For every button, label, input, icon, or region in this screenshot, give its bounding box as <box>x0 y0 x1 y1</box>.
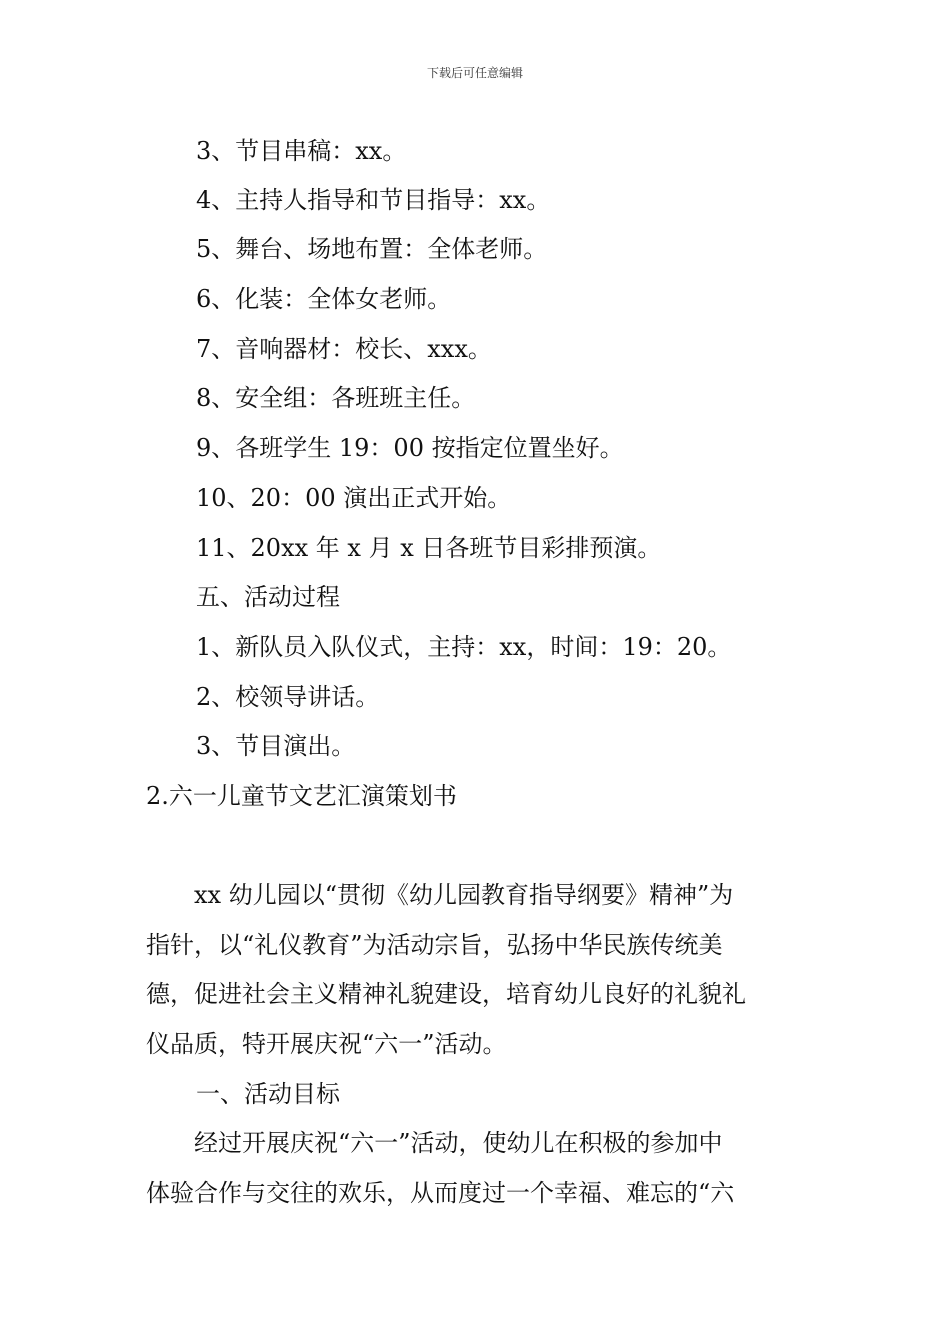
paragraph-line: 指针，以“礼仪教育”为活动宗旨，弘扬中华民族传统美 <box>146 931 723 959</box>
page-header-note: 下载后可任意编辑 <box>426 66 523 80</box>
list-item: 6、化装：全体女老师。 <box>196 285 452 313</box>
list-item: 7、音响器材：校长、xxx。 <box>196 335 492 363</box>
list-item: 1、新队员入队仪式，主持：xx，时间：19：20。 <box>196 633 732 661</box>
list-item: 9、各班学生 19：00 按指定位置坐好。 <box>196 434 624 462</box>
list-item: 3、节目演出。 <box>196 732 356 760</box>
list-item: 2、校领导讲话。 <box>196 683 380 711</box>
list-item: 8、安全组：各班班主任。 <box>196 384 476 412</box>
document-title: 2.六一儿童节文艺汇演策划书 <box>146 782 457 810</box>
paragraph-line: 德，促进社会主义精神礼貌建设，培育幼儿良好的礼貌礼 <box>146 980 746 1008</box>
list-item: 3、节目串稿：xx。 <box>196 137 407 165</box>
list-item: 5、舞台、场地布置：全体老师。 <box>196 235 548 263</box>
list-item: 4、主持人指导和节目指导：xx。 <box>196 186 551 214</box>
list-item: 11、20xx 年 x 月 x 日各班节目彩排预演。 <box>196 534 662 562</box>
paragraph-line: 体验合作与交往的欢乐，从而度过一个幸福、难忘的“六 <box>146 1179 735 1207</box>
section-heading: 一、活动目标 <box>196 1080 340 1108</box>
list-item: 10、20：00 演出正式开始。 <box>196 484 512 512</box>
paragraph-line: 经过开展庆祝“六一”活动，使幼儿在积极的参加中 <box>146 1129 723 1157</box>
paragraph-line: 仪品质，特开展庆祝“六一”活动。 <box>146 1030 507 1058</box>
paragraph-line: xx 幼儿园以“贯彻《幼儿园教育指导纲要》精神”为 <box>146 881 734 909</box>
section-heading: 五、活动过程 <box>196 583 340 611</box>
